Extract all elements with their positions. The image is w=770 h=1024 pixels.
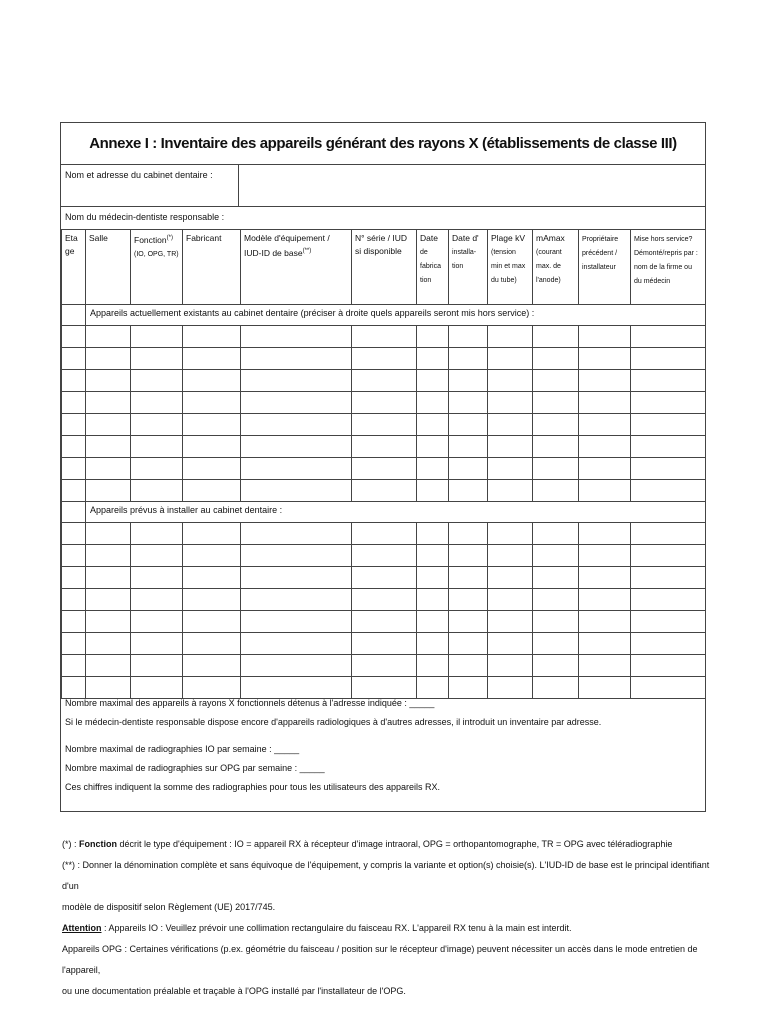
col-plage-kv: Plage kV (tension min et max du tube)	[488, 230, 533, 305]
note-attention: Attention : Appareils IO : Veuillez prévoir une collimation rectangulaire du faisceau RX. L'appareil RX tenu à la main est interdit.	[62, 923, 572, 933]
other-addresses-line: Si le médecin-dentiste responsable dispose encore d'appareils radiologiques à d'autres adresses, il introduit un inventaire par adresse.	[65, 717, 602, 727]
note-fonction: (*) : Fonction décrit le type d'équipement : IO = appareil RX à récepteur d'image intraoral, OPG = orthopantomographe, TR = OPG avec téléradiographie	[62, 839, 673, 849]
table-row[interactable]	[62, 370, 706, 392]
table-row[interactable]	[62, 655, 706, 677]
table-row[interactable]	[62, 414, 706, 436]
inventory-table	[61, 229, 706, 699]
responsible-label: Nom du médecin-dentiste responsable :	[65, 212, 225, 222]
table-row[interactable]	[62, 392, 706, 414]
col-salle: Salle	[86, 230, 131, 305]
table-row[interactable]	[62, 523, 706, 545]
col-date-fabrication: Date de fabrica tion	[417, 230, 449, 305]
max-io-line: Nombre maximal de radiographies IO par semaine : _____	[65, 744, 300, 754]
section-existing-label: Appareils actuellement existants au cabinet dentaire (préciser à droite quels appareils seront mis hors service) :	[86, 305, 706, 326]
table-row[interactable]	[62, 458, 706, 480]
col-etage: Eta ge	[62, 230, 86, 305]
inventory-form	[60, 122, 706, 812]
section-planned-label: Appareils prévus à installer au cabinet dentaire :	[86, 502, 706, 523]
form-footer	[61, 694, 705, 797]
section-planned	[62, 502, 706, 523]
col-modele: Modèle d'équipement / IUD-ID de base(**)	[241, 230, 352, 305]
table-row[interactable]	[62, 436, 706, 458]
footnotes	[62, 834, 712, 1002]
max-opg-line: Nombre maximal de radiographies sur OPG par semaine : _____	[65, 763, 325, 773]
name-address-row	[61, 164, 705, 207]
col-serie: N° série / IUD si disponible	[352, 230, 417, 305]
note-iud-line2: modèle de dispositif selon Règlement (UE) 2017/745.	[62, 902, 276, 912]
name-address-label: Nom et adresse du cabinet dentaire :	[61, 165, 239, 207]
table-row[interactable]	[62, 567, 706, 589]
table-row[interactable]	[62, 589, 706, 611]
col-date-installation: Date d' installa- tion	[449, 230, 488, 305]
note-opg-line2: ou une documentation préalable et traçable à l'OPG installé par l'installateur de l'OPG.	[62, 986, 406, 996]
table-row[interactable]	[62, 611, 706, 633]
table-header	[62, 230, 706, 305]
col-hors-service: Mise hors service? Démonté/repris par : nom de la firme ou du médecin	[631, 230, 706, 305]
section-existing	[62, 305, 706, 326]
table-row[interactable]	[62, 545, 706, 567]
form-title: Annexe I : Inventaire des appareils générant des rayons X (établissements de classe III)	[89, 135, 677, 152]
table-row[interactable]	[62, 633, 706, 655]
max-devices-line: Nombre maximal des appareils à rayons X fonctionnels détenus à l'adresse indiquée : _____	[65, 698, 435, 708]
col-proprietaire: Propriétaire précédent / installateur	[579, 230, 631, 305]
table-row[interactable]	[62, 348, 706, 370]
sum-note-line: Ces chiffres indiquent la somme des radiographies pour tous les utilisateurs des appareils RX.	[65, 782, 441, 792]
table-row[interactable]	[62, 480, 706, 502]
col-mamax: mAmax (courant max. de l'anode)	[533, 230, 579, 305]
note-iud-line1: (**) : Donner la dénomination complète et sans équivoque de l'équipement, y compris la variante et option(s) choisie(s). L'IUD-ID de base est le principal identifiant d'un	[62, 860, 710, 891]
col-fonction: Fonction(*) (IO, OPG, TR)	[131, 230, 183, 305]
table-row[interactable]	[62, 326, 706, 348]
col-fabricant: Fabricant	[183, 230, 241, 305]
note-opg-line1: Appareils OPG : Certaines vérifications (p.ex. géométrie du faisceau / position sur le récepteur d'image) peuvent nécessiter un accès dans le mode entretien de l'appareil,	[62, 944, 698, 975]
